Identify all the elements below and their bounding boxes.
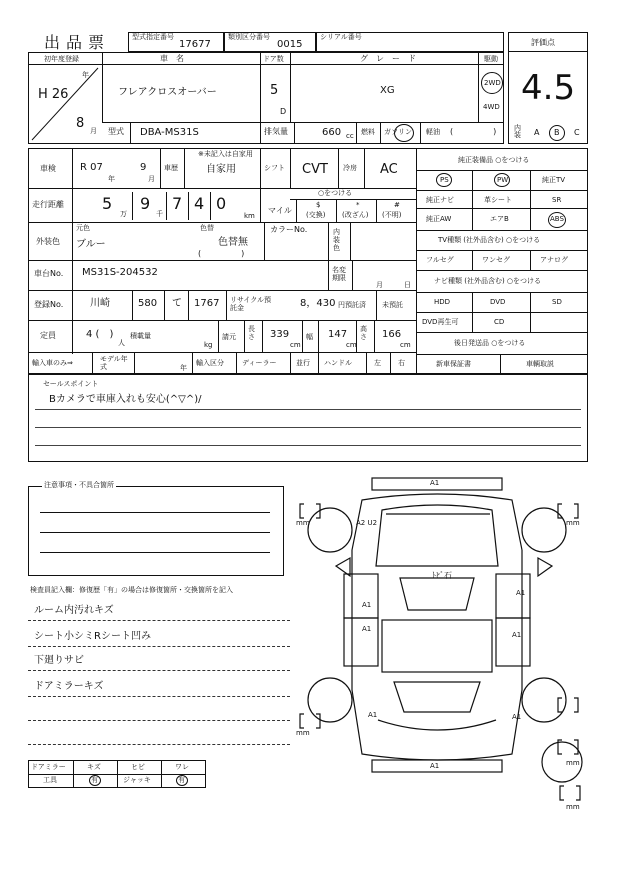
damage-label: A1 [362,601,372,609]
mileage-digit: 0 [216,194,227,213]
reg-class: 580 [138,298,158,309]
equip-abs: ABS [550,215,564,223]
title-block [28,33,128,53]
notes-bracket [28,486,284,576]
navi-title: ナビ種類 (社外品含む) ○をつける [434,277,542,285]
displacement-value: 660 [322,127,342,138]
mileage-digit: 4 [194,194,205,213]
serial-field: シリアル番号 [316,32,504,52]
orig-color: ブルー [76,239,106,250]
mm-label: mm [296,729,310,737]
shift-value: CVT [302,162,328,177]
door-count: 5 [270,83,279,98]
car-damage-diagram [290,470,600,810]
sales-text: Bカメラで車庫入れも安心(^▽^)/ [49,394,202,405]
equip-sr: SR [552,196,562,204]
height-value: 166 [382,329,402,340]
mm-label: mm [296,519,310,527]
inspection-era: R 07 [80,162,103,173]
mileage-digit: 7 [172,194,183,213]
mm-label: mm [566,803,580,811]
mm-label: mm [566,519,580,527]
interior-c: C [574,128,580,137]
designation-field: 型式指定番号 17677 [128,32,224,52]
grade-value: XG [380,85,395,96]
color-changed: 色替無 [218,237,248,248]
length-value: 339 [270,329,290,340]
damage-label: ﾄﾋﾞ石 [432,571,452,580]
car-name: フレアクロスオーバー [118,87,217,98]
page-title: 出品票 [44,33,111,52]
equipment-title: 純正装備品 ○をつける [458,156,530,164]
fuel-value: ガソリン [384,128,412,136]
equip-aw: 純正AW [426,215,452,223]
inspection-month: 9 [140,162,147,173]
model-code: DBA-MS31S [140,127,199,138]
damage-label: A1 [430,762,440,770]
reg-number: 1767 [194,298,220,309]
width-value: 147 [328,329,348,340]
drive-2wd: 2WD [484,79,501,87]
equip-tv: 純正TV [542,176,566,184]
note-item: ルーム内汚れキズ [34,605,114,616]
cooler-value: AC [380,162,398,177]
tv-title: TV種類 (社外品含む) ○をつける [438,236,541,244]
mileage-digit: 5 [102,194,113,213]
category-value: 0015 [277,39,303,50]
designation-value: 17677 [179,39,211,50]
note-item: 下廻りサビ [34,655,84,666]
damage-label: A1 [362,625,372,633]
damage-label: A1 [516,589,526,597]
note-item: シート小シミRシート凹み [34,631,151,642]
sales-label: セールスポイント [43,380,99,388]
recycle-amount: 8，430 [300,298,336,309]
chassis-number: MS31S-204532 [82,267,158,278]
equip-navi: 純正ナビ [426,196,454,204]
equip-leather: 革シート [484,196,512,204]
first-reg-year: H 26 [38,87,69,102]
interior-a: A [534,128,540,137]
history-value: 自家用 [206,164,236,175]
reg-place: 川崎 [90,298,110,309]
damage-label: A1 [368,711,378,719]
note-item: ドアミラーキズ [34,681,104,692]
inspector-label: 検査員記入欄：修復歴「有」の場合は修復箇所・交換箇所を記入 [30,586,233,594]
reg-kana: て [172,298,182,309]
first-reg-month: 8 [76,116,85,131]
equip-ps: PS [440,176,449,184]
mileage-digit: 9 [140,194,151,213]
capacity-value: 4 ( ) [86,329,114,340]
damage-label: A1 [430,479,440,487]
drive-4wd: 4WD [483,103,500,111]
category-field: 類別区分番号 0015 [224,32,316,52]
interior-b: B [554,128,560,137]
equip-pw: PW [497,176,509,184]
damage-label: A1 [512,713,522,721]
mm-label: mm [566,759,580,767]
later-title: 後日発送品 ○をつける [454,339,526,347]
damage-label: A2 U2 [356,519,378,527]
equip-airbag: エアB [490,215,509,223]
sales-point-box [28,374,588,462]
rating-value: 4.5 [521,68,576,108]
legend-table: ドアミラー キズ ヒビ ワレ 工具 有 ジャッキ 有 [28,760,206,788]
damage-label: A1 [512,631,522,639]
rating-label: 評価点 [531,38,555,47]
notes-label: 注意事項・不具合箇所 [44,481,114,489]
